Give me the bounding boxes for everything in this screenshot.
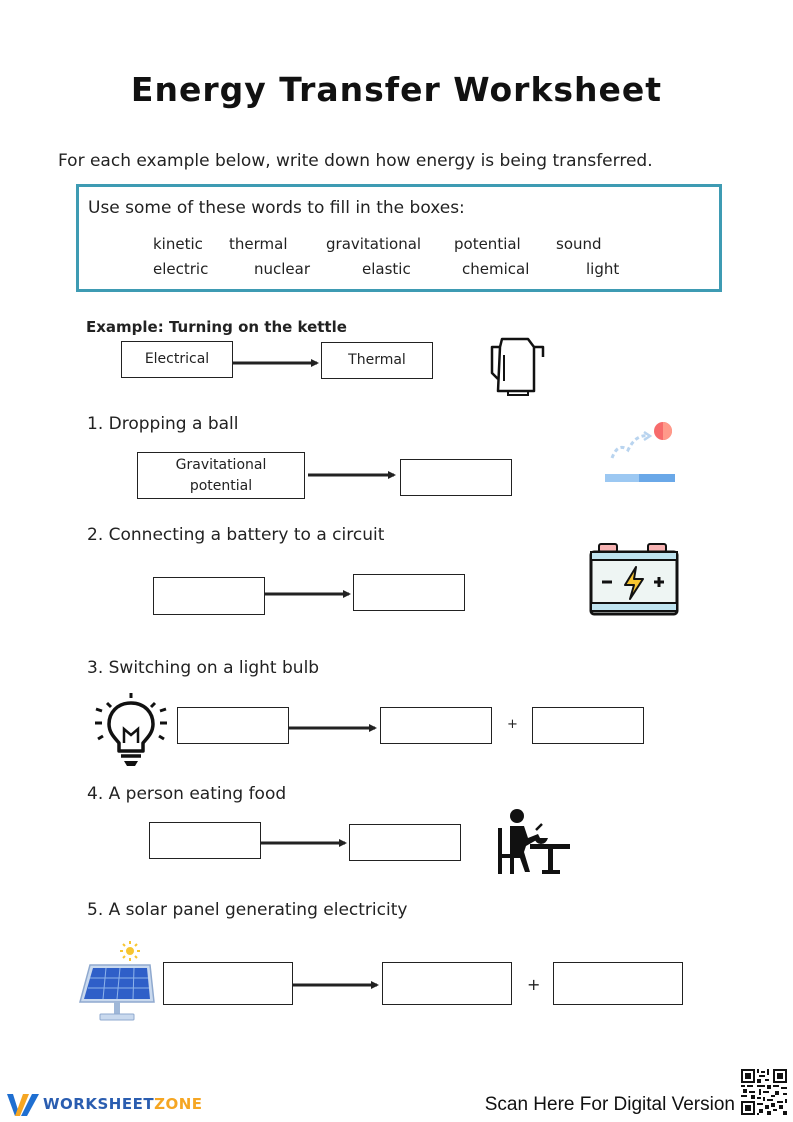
question-2-label: 2. Connecting a battery to a circuit <box>87 525 385 545</box>
question-5-from-box[interactable] <box>163 962 293 1005</box>
example-to-box: Thermal <box>321 342 433 379</box>
question-3-to-box[interactable] <box>380 707 492 744</box>
question-4-to-box[interactable] <box>349 824 461 861</box>
person-eating-icon <box>496 808 572 876</box>
question-3-to2-box[interactable] <box>532 707 644 744</box>
scan-text: Scan Here For Digital Version <box>484 1094 735 1115</box>
qr-code-icon[interactable] <box>741 1069 787 1115</box>
question-1-from-box <box>137 452 305 499</box>
brand-text-worksheet: WORKSHEET <box>43 1095 155 1113</box>
brand-text-zone: ZONE <box>154 1095 203 1113</box>
word-chemical: chemical <box>462 260 530 278</box>
question-4-arrow <box>261 835 351 851</box>
word-thermal: thermal <box>229 235 288 253</box>
question-5-arrow <box>293 977 383 993</box>
bouncing-ball-icon <box>602 420 678 486</box>
word-gravitational: gravitational <box>326 235 422 253</box>
car-battery-icon <box>588 541 680 619</box>
question-1-label: 1. Dropping a ball <box>87 414 239 434</box>
page-title: Energy Transfer Worksheet <box>130 70 663 109</box>
word-sound: sound <box>556 235 602 253</box>
question-3-plus: + <box>507 717 518 732</box>
question-5-label: 5. A solar panel generating electricity <box>87 900 408 920</box>
question-2-from-box[interactable] <box>153 577 265 615</box>
question-5-to-box[interactable] <box>382 962 512 1005</box>
light-bulb-icon <box>93 693 169 769</box>
word-nuclear: nuclear <box>254 260 311 278</box>
word-elastic: elastic <box>362 260 411 278</box>
instruction-text: For each example below, write down how energy is being transferred. <box>58 151 653 171</box>
question-3-from-box[interactable] <box>177 707 289 744</box>
question-1-arrow <box>308 467 400 483</box>
question-4-from-box[interactable] <box>149 822 261 859</box>
question-3-arrow <box>289 720 381 736</box>
word-bank-heading: Use some of these words to fill in the boxes: <box>88 198 465 218</box>
example-label: Example: Turning on the kettle <box>86 318 347 336</box>
question-1-from-line1: Gravitational <box>175 456 267 473</box>
word-light: light <box>586 260 620 278</box>
solar-panel-icon <box>76 940 158 1024</box>
brand-logo-text <box>43 1095 203 1113</box>
question-5-plus: + <box>527 975 541 994</box>
question-5-to2-box[interactable] <box>553 962 683 1005</box>
question-2-arrow <box>265 586 355 602</box>
kettle-icon <box>488 333 548 397</box>
question-2-to-box[interactable] <box>353 574 465 611</box>
question-4-label: 4. A person eating food <box>87 784 287 804</box>
question-3-label: 3. Switching on a light bulb <box>87 658 320 678</box>
question-1-from-line2: potential <box>189 477 253 494</box>
word-potential: potential <box>454 235 521 253</box>
word-electric: electric <box>153 260 209 278</box>
word-kinetic: kinetic <box>153 235 203 253</box>
question-1-to-box[interactable] <box>400 459 512 496</box>
example-arrow <box>233 355 323 371</box>
worksheet-zone-logo-icon <box>6 1091 40 1119</box>
example-from-box: Electrical <box>121 341 233 378</box>
word-bank-box <box>76 184 722 292</box>
